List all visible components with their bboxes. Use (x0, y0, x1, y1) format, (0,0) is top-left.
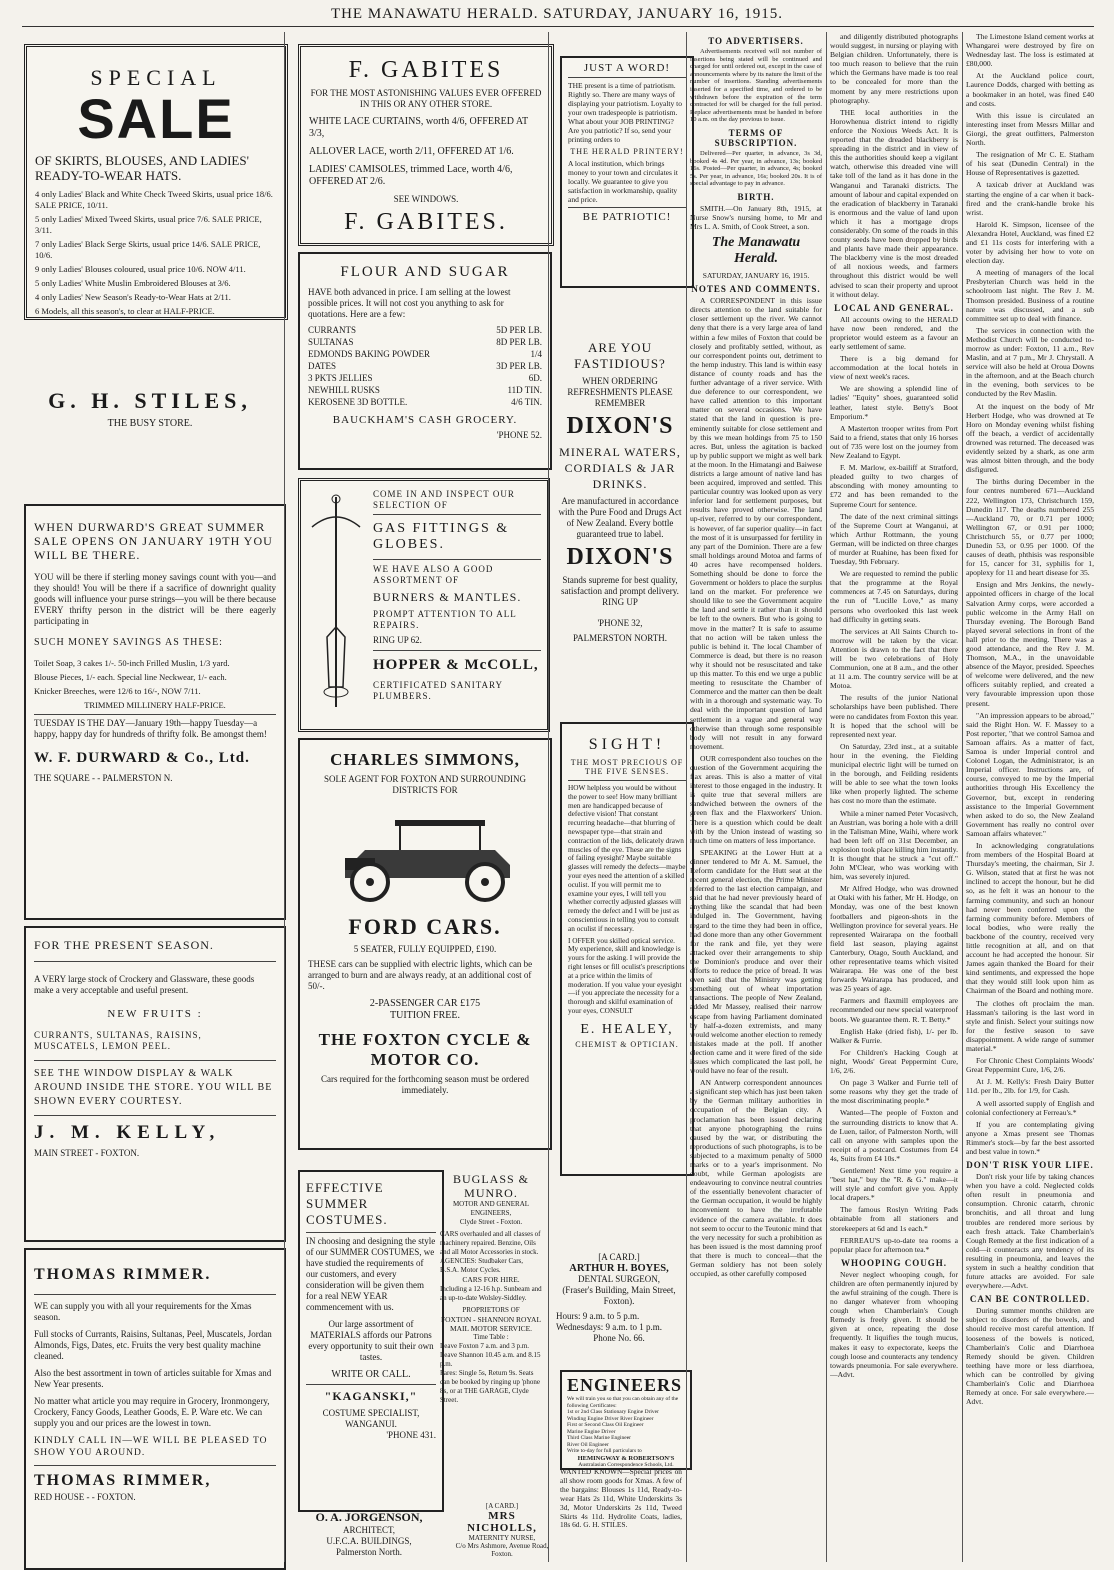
boyes-addr: (Fraser's Building, Main Street, Foxton). (562, 1285, 676, 1306)
kelly-body: A VERY large stock of Crockery and Glassware, these goods make a very acceptable and useful present. (34, 974, 255, 995)
to-advertisers-heading: TO ADVERTISERS. (708, 36, 804, 46)
engineers-line: Winding Engine Driver River Engineer (567, 1415, 654, 1422)
general-paragraphs (966, 32, 1094, 1156)
risk-text: Don't risk your life by taking chances when you have a cold. Neglected colds often result in pneumonia and consumption. Chronic catarrh, chronic bronchitis, and all throat and lung troubles are rendered more serious by each fresh attack. Take Chamberlain's Cough Remedy at the first indication of a cold—it counteracts any tendency of its resulting in pneumonia, and leaves the system in such a healthy condition that future attacks are avoided. For sale everywhere.—Advt. (966, 1172, 1094, 1291)
stiles-name: G. H. STILES, (48, 388, 252, 413)
price-value: 1/4 (530, 349, 542, 359)
controlled-text: During summer months children are subject to disorders of the bowels, and should receive most careful attention. If looseness of the bowels is noticed, Chamberlain's Colic and Diarrhoea Remedy should be given. Children teething have more or less diarrhoea, which can be controlled by giving Chamberlain's Colic and Diarrhoea Remedy at once. For sale everywhere.—Advt. (966, 1306, 1094, 1407)
engineers-lines (567, 1396, 685, 1455)
stiles-item: 4 only Ladies' New Season's Ready-to-Wear Hats at 2/11. (35, 292, 231, 302)
masthead-rule (22, 26, 1094, 27)
stiles-item: 4 only Ladies' Black and White Check Tweed Skirts, usual price 18/6. SALE PRICE, 10/11. (35, 189, 273, 210)
news-paragraph: On Saturday, 23rd inst., at a suitable hour in the evening, the Fielding municipal electric light will be turned on in the borough, and Feilding residents will be able to see what the town looks like when properly lighted. The scheme has cost no more than the estimate. (830, 741, 958, 806)
divider (373, 650, 541, 651)
dixon-sub: WHEN ORDERING REFRESHMENTS PLEASE REMEMBER (567, 376, 673, 408)
boyes-ad (556, 1252, 682, 1344)
kaganski-sub: COSTUME SPECIALIST, WANGANUI. (322, 1408, 420, 1429)
flour-name: BAUCKHAM'S CASH GROCERY. (332, 414, 518, 426)
stiles-subtitle: OF SKIRTS, BLOUSES, AND LADIES' READY-TO-WEAR HATS. (35, 153, 249, 183)
price-row (308, 324, 542, 336)
news-paragraph: Never neglect whooping cough, for children are often permanently injured by the awful straining of the cough. There is no danger whatever from whooping cough when Chamberlain's Cough Remedy is freely given. It should be given at once, repeating the dose frequently. It liquifies the tough mucus, makes it easy to expectorate, keeps the cough loose and counteracts any tendency towards pneumonia. For sale everywhere.—Advt. (830, 1269, 958, 1379)
news-paragraph: and diligently distributed photographs would suggest, in nursing or playing with Belgian children. Unfortunately, there is too much reason to believe that the ruin which the Germans have made is too real to be concealed for more than the moment by any mere restrictions upon photography. (830, 32, 958, 105)
rimmer-p4: No matter what article you may require in Grocery, Ironmongery, Crockery, Fancy Goods, Leather Goods, E. P. Ware etc. We can supply you and our prices are the lowest in town. (34, 1396, 270, 1428)
jorgenson-line: Palmerston North. (336, 1547, 402, 1557)
divider (34, 1294, 276, 1295)
subscription-text: Delivered—Per quarter, in advance, 3s 3d, booked 4s 4d. Per year, in advance, 13s; booked 16s. Posted—Per quarter, in advance, 4s; booked 5s. Per year, in advance, 16s; booked 20s. It is of special advantage to pay in advance. (690, 149, 822, 188)
justword-head: JUST A WORD! (583, 62, 671, 74)
sight-p2: I OFFER you skilled optical service. My experience, skill and knowledge is yours for the asking. I will provide the right lenses or fill oculist's prescriptions at a price within the limits of moderation. If you value your eyesight—if you appreciate the necessity for a thorough and skilful examination of your eyes, CONSULT (568, 935, 685, 1015)
summer-p2: Our large assortment of MATERIALS affords our Patrons every opportunity to suit their own tastes. (308, 1319, 434, 1362)
news-paragraph: The resignation of Mr C. E. Statham of his seat (Dunedin Central) in the House of Representatives is gazetted. (966, 150, 1094, 178)
simmons-two: 2-PASSENGER CAR £175 (369, 998, 481, 1009)
summer-write: WRITE OR CALL. (331, 1369, 411, 1380)
summer-ad (298, 1170, 444, 1512)
ford-heading: FORD CARS. (348, 914, 502, 939)
engineers-line: River Oil Engineer (567, 1441, 609, 1448)
gabites-name: F. GABITES (348, 57, 504, 83)
news-paragraph: A well assorted supply of English and colonial confectionery at Ferreau's.* (966, 1098, 1094, 1117)
dixon-phone: 'PHONE 32, (597, 618, 643, 628)
gabites-item: ALLOVER LACE, worth 2/11, OFFERED AT 1/6. (309, 146, 514, 157)
durward-note: TUESDAY IS THE DAY—January 19th—happy Tuesday—a happy, happy day for hundreds of thrifty folk. Be amongst them! (34, 718, 267, 739)
rimmer-p3: Also the best assortment in town of articles suitable for Xmas and New Year presents. (34, 1368, 272, 1389)
simmons-foot: Cars required for the forthcoming season must be ordered immediately. (321, 1074, 529, 1095)
buglass-time: Leave Foxton 7 a.m. and 3 p.m. (440, 1342, 530, 1350)
durward-ad (24, 504, 286, 920)
rimmer-name2: THOMAS RIMMER, (34, 1472, 212, 1489)
dixon-q: ARE YOU FASTIDIOUS? (574, 340, 666, 371)
news-column-general (966, 32, 1094, 1562)
price-item: NEWHILL RUSKS (308, 385, 380, 395)
price-row (308, 360, 542, 372)
engineers-head: ENGINEERS (567, 1375, 683, 1395)
flour-phone: 'PHONE 52. (496, 430, 542, 440)
justword-herald: THE HERALD PRINTERY! (570, 147, 684, 156)
summer-body: IN choosing and designing the style of our SUMMER COSTUMES, we have studied the requirements of our customers, and every consideration will be given them for a real NEW YEAR commencement with us. (306, 1236, 436, 1312)
column-rule (548, 32, 549, 1562)
news-paragraph: A CORRESPONDENT in this issue directs attention to the land suitable for closer settlement up the river. We cannot deny that there is a very large area of land within a few miles of Foxton that could be closely and profitably settled, without, as our correspondent points out, detriment to the hemp industry. This land is within easy distance of county roads and has the further advantage of a river service. With due deference to our correspondent, we have called attention to this important matter on several occasions. We have stated that the land in question is pre-eminently suitable for close settlement and by this we mean holdings from 75 to 150 acres. But, unless the agitation is backed up by public support we might as well bark at the moon. In the Himatangi and Baiwese districts a large amount of native land has been acquired, improved and settled. This particular country was looked upon as very inferior land for settlement purposes, but results have proved otherwise. The land up-river, referred to by our correspondent, is however, of far superior quality—in fact the most of it is unsurpassed for fertility in any part of the Dominion. There are a few small holdings around Motoa and farms of 40 acres have recompensed holders. Something should be done to force the Government or holders to place the surplus land on the market. For preference we should like to see the Government acquire the land and settle it rather than it should be left to the owners. But who is going to move in the matter? It is safe to assume that no action will be taken unless the public is behind it. The local Chamber of Commerce is dead, but there is no reason why it should not be resuscitated and take up this matter. To this end we urge a public meeting to resuscitate the Chamber of Commerce and the matter can then be dealt with in a thorough and systematic way. To deal with the important question of land settlement in a vague and general way otherwise than through some responsible body will not result in any forward movement. (690, 296, 822, 751)
sight-sub2: CHEMIST & OPTICIAN. (575, 1039, 679, 1049)
simmons-equip: 5 SEATER, FULLY EQUIPPED, £190. (353, 944, 497, 954)
dixon-ad (556, 340, 684, 644)
price-item: CURRANTS (308, 325, 357, 335)
hopper-ring: RING UP 62. (373, 635, 422, 645)
kelly-name: J. M. KELLY, (34, 1122, 221, 1143)
buglass-tt: Time Table : (473, 1333, 509, 1341)
hopper-line: WE HAVE ALSO A GOOD ASSORTMENT OF (373, 564, 494, 585)
engineers-name: HEMINGWAY & ROBERTSON'S (577, 1454, 675, 1462)
buglass-ad (440, 1172, 542, 1492)
risk-heading: DON'T RISK YOUR LIFE. (966, 1160, 1094, 1171)
dixon-name: DIXON'S (566, 413, 674, 439)
news-paragraph: A Masterton trooper writes from Port Said to a friend, states that only 16 horses out of 735 were lost on the journey from New Zealand to Egypt. (830, 423, 958, 461)
price-item: KEROSENE 3D BOTTLE. (308, 397, 408, 407)
simmons-body: THESE cars can be supplied with electric lights, which can be arranged to burn and are always ready, at an additional cost of 50/-. (308, 959, 533, 991)
news-paragraph: The births during December in the four centres numbered 671—Auckland 222, Wellington 173, Christchurch 159, Dunedin 117. The deaths numbered 255—Auckland 70, or 0.71 per 1000; Wellington 67, or 0.91 per 1000; Christchurch 55, or 0.77 per 1000; Dunedin 53, or 0.95 per 1000. Of the causes of death, phthisis was responsible for 15, cancer for 31, syphilis for 1, apoplexy for 11 and heart disease for 35. (966, 477, 1094, 578)
engineers-ad (560, 1370, 692, 1470)
price-row (308, 372, 542, 384)
buglass-prop: PROPRIETORS OF (462, 1306, 520, 1314)
gas-lamp-icon (307, 487, 365, 717)
hopper-line: COME IN AND INSPECT OUR SELECTION OF (373, 489, 515, 510)
birth-heading: BIRTH. (737, 191, 775, 202)
rimmer-p2: Full stocks of Currants, Raisins, Sultanas, Peel, Muscatels, Jordan Almonds, Figs, Dates, etc. Fruits the very best quality machine cleaned. (34, 1329, 272, 1361)
nicholls-card-label: [A CARD.] (485, 1502, 519, 1510)
news-column-notes (690, 32, 822, 1562)
boyes-card-label: [A CARD.] (598, 1252, 640, 1262)
local-paragraphs (830, 315, 958, 1254)
buglass-name: BUGLASS & MUNRO. (452, 1172, 529, 1200)
sight-name: E. HEALEY, (580, 1021, 674, 1037)
paper-date: SATURDAY, JANUARY 16, 1915. (702, 271, 810, 281)
news-paragraph: English Hake (dried fish), 1/- per lb. Walker & Furrie. (830, 1026, 958, 1045)
dixon-addr: PALMERSTON NORTH. (573, 633, 667, 643)
special-heading: SPECIAL (90, 65, 222, 90)
gabites-item: LADIES' CAMISOLES, trimmed Lace, worth 4/6, OFFERED AT 2/6. (309, 164, 513, 187)
price-item: DATES (308, 361, 337, 371)
sight-body: HOW helpless you would be without the power to see! How many brilliant men are handicapped because of defective vision! That constant recurring headache—that blurring of newspaper type—that strain and contraction of the lids, delicately drawn muscles of the eye. These are the signs of failing eyesight? Maybe suitable glasses will remedy the defects—maybe your eyes need the attention of a skilled oculist. If you will permit me to examine your eyes, I will tell you whether correctly adjusted glasses will remedy the defect and I will be just as conscientious in telling you to consult an oculist if necessary. (568, 783, 686, 933)
news-paragraph: FERREAU'S up-to-date tea rooms a popular place for afternoon tea.* (830, 1235, 958, 1254)
summer-head: EFFECTIVE SUMMER COSTUMES. (306, 1180, 388, 1227)
stiles-item: 5 only Ladies' White Muslin Embroidered Blouses at 3/6. (35, 278, 231, 288)
dixon-body2: Stands supreme for best quality, satisfaction and prompt delivery. RING UP (561, 575, 679, 607)
column-rule (284, 32, 285, 1562)
divider (34, 714, 276, 715)
buglass-sub: MOTOR AND GENERAL ENGINEERS, (452, 1200, 530, 1217)
flour-body: HAVE both advanced in price. I am selling at the lowest possible prices. It will not cost you anything to ask for quotations. Here are a few: (308, 287, 511, 319)
simmons-sub: SOLE AGENT FOR FOXTON AND SURROUNDING DISTRICTS FOR (324, 774, 526, 795)
hopper-name: HOPPER & McCOLL, (373, 657, 539, 673)
news-paragraph: On page 3 Walker and Furrie tell of some reasons why they get the trade of the most discriminating people.* (830, 1078, 958, 1106)
divider (306, 1232, 436, 1233)
stiles-item: 7 only Ladies' Black Serge Skirts, usual price 14/6. SALE PRICE, 10/6. (35, 239, 261, 260)
kelly-head: FOR THE PRESENT SEASON. (34, 938, 214, 952)
hopper-line: PROMPT ATTENTION TO ALL REPAIRS. (373, 609, 517, 630)
rimmer-kindly: KINDLY CALL IN—WE WILL BE PLEASED TO SHOW YOU AROUND. (34, 1436, 268, 1458)
simmons-free: TUITION FREE. (390, 1010, 460, 1021)
buglass-addr: Clyde Street - Foxton. (459, 1218, 523, 1226)
durward-addr: THE SQUARE - - PALMERSTON N. (34, 773, 173, 783)
news-paragraph: While a miner named Peter Vocasivch, an Austrian, was boring a hole with a drill in the Talisman Mine, Waihi, where work had been left off on 31st December, an explosion took place killing him instantly. It is thought that he struck a "cut off." John M'Clear, who was working with him, was severely injured. (830, 808, 958, 882)
dixon-name2: DIXON'S (566, 544, 674, 570)
justword-foot: BE PATRIOTIC! (582, 211, 672, 223)
stiles-item: 9 only Ladies' Blouses coloured, usual price 10/6. NOW 4/11. (35, 264, 246, 274)
nicholls-sub: MATERNITY NURSE, (468, 1534, 536, 1542)
price-value: 5D PER LB. (496, 325, 542, 335)
gabites-see: SEE WINDOWS. (393, 194, 459, 204)
news-paragraph: The services at All Saints Church to-morrow will be taken by the vicar. Attention is drawn to the fact that there will be two celebrations of Holy Communion, one at 8 a.m., and the other at 11 a.m. The country service will be at Motoa. (830, 626, 958, 691)
kelly-ad (24, 926, 286, 1242)
flour-ad (298, 252, 552, 470)
price-item: 3 PKTS JELLIES (308, 373, 373, 383)
divider (34, 1060, 276, 1061)
news-paragraph: For Children's Hacking Cough at night, Woods' Great Peppermint Cure, 1/6, 2/6. (830, 1047, 958, 1076)
buglass-mail: FOXTON - SHANNON ROYAL MAIL MOTOR SERVICE. (440, 1315, 542, 1333)
durward-name: W. F. DURWARD & Co., Ltd. (34, 750, 250, 766)
price-item: SULTANAS (308, 337, 354, 347)
kelly-fruits: NEW FRUITS : (107, 1008, 203, 1020)
justword-ad (560, 56, 694, 288)
buglass-agencies: AGENCIES: Studbaker Cars, B.S.A. Motor Cycles. (440, 1257, 524, 1274)
stiles-name-block (30, 388, 270, 429)
boyes-name: ARTHUR H. BOYES, (569, 1263, 669, 1274)
buglass-p2: Including a 12-16 h.p. Sunbeam and an up-to-date Wolsley-Siddley. (440, 1285, 542, 1302)
news-paragraph: For Chronic Chest Complaints Woods' Great Peppermint Cure, 1/6, 2/6. (966, 1056, 1094, 1075)
durward-item: Blouse Pieces, 1/- each. Special line Neckwear, 1/- each. (34, 672, 227, 682)
stiles-tag: THE BUSY STORE. (107, 418, 193, 429)
jorgenson-line: ARCHITECT, (342, 1525, 396, 1535)
price-item: EDMONDS BAKING POWDER (308, 349, 431, 359)
kelly-see: SEE THE WINDOW DISPLAY & WALK AROUND INSIDE THE STORE. YOU WILL BE SHOWN EVERY COURTESY. (34, 1068, 273, 1107)
hopper-ad (298, 478, 550, 732)
sale-heading: SALE (77, 87, 235, 150)
durward-item: TRIMMED MILLINERY HALF-PRICE. (84, 700, 226, 710)
news-paragraph: Farmers and flaxmill employees are recommended our new special waterproof boots. We guarantee them. R. T. Betty.* (830, 996, 958, 1024)
paper-title: The Manawatu Herald. (711, 235, 801, 267)
news-paragraph: If you are contemplating giving anyone a Xmas present see Thomas Rimmer's stock—by far the best assorted and best value in town.* (966, 1119, 1094, 1156)
boyes-hours: Hours: 9 a.m. to 5 p.m. Wednesdays: 9 a.m. to 1 p.m. (556, 1311, 663, 1332)
buglass-fares: Fares: Single 5s, Return 9s. Seats can be booked by ringing up 'phone 8s, or at THE GARAGE, Clyde Street. (440, 1369, 541, 1404)
durward-item: Toilet Soap, 3 cakes 1/-. 50-inch Frilled Muslin, 1/3 yard. (34, 658, 230, 668)
news-paragraph: In acknowledging congratulations from members of the Hospital Board at Thursday's meeting, the chairman, Sir J. G. Wilson, stated that at first he was not inclined to accept the honour, but he did so, as he felt it was an honour to the farming community, and such an honour had never been conferred upon the farming community before. Members of local bodies, who were really the backbone of the country, received very little recognition at all, and on that account he had accepted the honour. Sir James again thanked the Board for their kind sentiments, and expressed the hope that they would still look upon him as Chairman of the Board and nothing more. (966, 840, 1094, 996)
price-value: 11D TIN. (507, 385, 542, 395)
boyes-sub: DENTAL SURGEON, (578, 1274, 660, 1284)
divider (306, 1384, 436, 1385)
local-heading: LOCAL AND GENERAL. (834, 302, 954, 313)
engineers-line: Write to-day for full particulars to (567, 1448, 642, 1454)
simmons-name: CHARLES SIMMONS, (330, 750, 520, 769)
divider (373, 514, 541, 515)
durward-head: WHEN DURWARD'S GREAT SUMMER SALE OPENS ON JANUARY 19TH YOU WILL BE THERE. (34, 520, 273, 562)
news-paragraph: "An impression appears to be abroad," said the Right Hon. W. F. Massey to a Post reporter, "that we control Samoa and Samoan affairs. As a matter of fact, Samoa is under Imperial control and Colonel Logan, the Administrator, is an Imperial officer. Instructions are, of course, conveyed to me by the Imperial authorities through His Excellency the Governor, but, except in rendering assistance to the Imperial Government when asked to do so, the New Zealand Government has really no control over Samoan affairs whatever." (966, 710, 1094, 838)
news-paragraph: Wanted—The people of Foxton and the surrounding districts to know that A. de Luen, tailor, of Palmerston North, will call on anyone with samples upon the receipt of a postcard. Costumes from £4 4s, Suits from £4 10s.* (830, 1108, 958, 1163)
gabites-name2: F. GABITES. (344, 209, 508, 235)
rimmer-ad (24, 1248, 286, 1570)
buglass-body: CARS overhauled and all classes of machinery repaired. Benzine, Oils and all Motor Accessories in stock. (440, 1230, 541, 1256)
sight-sub: THE MOST PRECIOUS OF THE FIVE SENSES. (570, 758, 684, 776)
gabites-ad (298, 44, 554, 246)
news-paragraph: The famous Roslyn Writing Pads obtainable from all stationers and storekeepers at 6d and 1s each.* (830, 1205, 958, 1233)
boyes-phone: Phone No. 66. (593, 1333, 645, 1343)
news-paragraph: Gentlemen! Next time you require a "best hat," buy the "R. & G." make—it will style and comfort give you. Apply local drapers.* (830, 1165, 958, 1203)
price-value: 6D. (528, 373, 542, 383)
news-column-local (830, 32, 958, 1562)
birth-notice: SMITH.—On January 8th, 1915, at Nurse Snow's nursing home, to Mr and Mrs L. A. Smith, of Cook Street, a son. (690, 203, 822, 232)
news-paragraph: There is a big demand for accommodation at the local hotels in view of next week's races. (830, 354, 958, 382)
price-value: 4/6 TIN. (511, 397, 542, 407)
news-paragraph: A taxicab driver at Auckland was starting the engine of a car when it back-fired and the crank-handle broke his wrist. (966, 180, 1094, 217)
engineers-line: Third Class Marine Engineer (567, 1435, 631, 1441)
news-paragraph: F. M. Marlow, ex-bailiff at Stratford, pleaded guilty to two charges of absconding with money amounting to £72 and has been remanded to the Supreme Court for sentence. (830, 463, 958, 509)
kelly-fruit-line: CURRANTS, SULTANAS, RAISINS, (34, 1030, 202, 1040)
sight-head: SIGHT! (588, 736, 666, 753)
ford-car-illustration (325, 800, 525, 910)
engineers-line: 1st or 2nd Class Stationary Engine Driver (567, 1409, 659, 1415)
durward-sub: SUCH MONEY SAVINGS AS THESE: (34, 637, 223, 648)
subscription-heading: TERMS OF SUBSCRIPTION. (714, 127, 798, 148)
rimmer-addr: RED HOUSE - - FOXTON. (34, 1492, 136, 1502)
kelly-fruit-line: MUSCATELS, LEMON PEEL. (34, 1041, 172, 1051)
notes-heading: NOTES AND COMMENTS. (691, 284, 821, 295)
price-value: 8D PER LB. (496, 337, 542, 347)
hopper-gas: GAS FITTINGS & GLOBES. (373, 521, 510, 552)
divider (568, 77, 686, 78)
gabites-item: WHITE LACE CURTAINS, worth 4/6, OFFERED AT 3/3, (309, 116, 528, 139)
wanted-ad: WANTED KNOWN—Special prices on all show room goods for Xmas. A few of the bargains: Blouses 1s 11d, Ready-to-wear Hats 2s 11d, White Underskirts 3s 3d, Motor Underskirts 2s 11d, Tweed Skirts 4s 11d. Hydrolite Coats, ladies, 18s 6d. G. H. STILES. (560, 1467, 682, 1530)
stiles-item: 6 Models, all this season's, to clear at HALF-PRICE. (35, 306, 215, 316)
column-rule (962, 32, 963, 1562)
durward-item: Knicker Breeches, were 12/6 to 16/-, NOW 7/11. (34, 686, 201, 696)
news-paragraph: The date of the next criminal sittings of the Supreme Court at Wanganui, at which Arthur Rottmann, the young German, will be indicted on three charges of murder at Ruahine, has been fixed for Tuesday, 9th February. (830, 511, 958, 567)
dixon-body: Are manufactured in accordance with the Pure Food and Drugs Act of New Zealand. Every bottle guaranteed true to label. (558, 496, 682, 539)
stiles-ad (24, 44, 288, 320)
divider (34, 1115, 276, 1116)
gabites-sub: FOR THE MOST ASTONISHING VALUES EVER OFFERED IN THIS OR ANY OTHER STORE. (310, 88, 542, 109)
hopper-burners: BURNERS & MANTLES. (373, 590, 522, 604)
durward-body: YOU will be there if sterling money savings count with you—and they should! You will be there if a sacrifice of downright quality goods will influence your purse strings—you will be there because EVERY thrifty person in the district will be there eagerly participating in (34, 572, 276, 626)
price-list (308, 324, 542, 408)
news-paragraph: Harold K. Simpson, licensee of the Alexandra Hotel, Auckland, was fined £2 and £1 11s costs for interfering with a voter by advising her how to vote on election day. (966, 219, 1094, 266)
whooping-heading: WHOOPING COUGH. (840, 1257, 947, 1268)
local-paragraphs-top (830, 32, 958, 299)
divider (373, 559, 541, 560)
flour-head: FLOUR AND SUGAR (340, 264, 510, 280)
jorgenson-line: U.F.C.A. BUILDINGS, (326, 1536, 412, 1546)
news-paragraph: At the Auckland police court, Laurence Dodds, charged with betting as a bookmaker in an hotel, was fined £40 and costs. (966, 71, 1094, 108)
nicholls-name: MRS NICHOLLS, (467, 1510, 537, 1534)
to-advertisers-text: Advertisements received will not number of insertions being stated will be continued and charged for until ordered out, except in the case of announcements where by its nature the limit of the number of insertions. Standing advertisements inserted for a specified time, and ordered to be withdrawn before the expiration of the term contracted for will be charged for the full period. Replace advertisements must be handed in before 10 a.m. on the day previous to issue. (690, 48, 822, 124)
whooping-paragraphs (830, 1270, 958, 1379)
news-paragraph: We are requested to remind the public that the programme at the Royal commences at 7.45 on Saturdays, during the run of "Lucille Love," as many persons who overlooked this last week had difficulty in getting seats. (830, 569, 958, 624)
sight-ad (560, 722, 694, 1176)
price-row (308, 348, 542, 360)
price-value: 3D PER LB. (496, 361, 542, 371)
news-paragraph: The services in connection with the Methodist Church will be conducted to-morrow as under: Foxton, 11 a.m., Rev Maslin, and at 7 p.m., Mr J. Chrystall. A service will also be held at Oroua Downs in the afternoon, and at the Beach church in the evening, both services to be conducted by the Rev Maslin. (966, 325, 1094, 399)
jorgenson-name: O. A. JORGENSON, (315, 1510, 423, 1524)
news-paragraph: The clothes oft proclaim the man. Hassman's tailoring is the last word in style and finish. Select your suitings now for the festive season to save disappointment. A wide range of summer material.* (966, 998, 1094, 1054)
stiles-item: 5 only Ladies' Mixed Tweed Skirts, usual price 7/6. SALE PRICE, 3/11. (35, 214, 262, 235)
masthead: THE MANAWATU HERALD. SATURDAY, JANUARY 16, 1915. (330, 6, 784, 22)
engineers-line: We will train you so that you can obtain any of the following Certificates: (567, 1396, 679, 1409)
kaganski-name: "KAGANSKI," (324, 1389, 418, 1403)
news-paragraph: AN Antwerp correspondent announces a significant step which has just been taken by the German military authorities in occupation of the Belgian city. A proclamation has been issued declaring that anyone photographing the ruins caused by the war, or distributing the reproductions of such photographs, is to be subjected to a maximum penalty of 5000 marks or to a year's imprisonment. No doubt, while German apologists are endeavouring to convince neutral countries of the essentially benevolent character of the German occupation, it would be highly inconvenient to have the irrefutable evidence of the camera available. It does not seem to occur to the Teutonic mind that the very necessity for such a prohibition as has been issued is the most damning proof that there is much to conceal—that the German soldiery has not been solely occupied, as other carefully composed (690, 1078, 822, 1279)
price-row (308, 336, 542, 348)
simmons-co: THE FOXTON CYCLE & MOTOR CO. (318, 1030, 532, 1069)
nicholls-card (452, 1502, 552, 1558)
nicholls-addr: C/o Mrs Ashmore, Avenue Road, Foxton. (455, 1542, 549, 1558)
justword-body: THE present is a time of patriotism. Rightly so. There are many ways of displaying your patriotism. Loyalty to your own tradespeople is patriotism. What about your JOB PRINTING? Are you patriotic? If so, send your printing orders to (568, 81, 682, 144)
price-row (308, 396, 542, 408)
buglass-hire: CARS FOR HIRE. (462, 1275, 520, 1284)
jorgenson-card (298, 1510, 440, 1558)
news-paragraph: All accounts owing to the HERALD have now been rendered, and the proprietor would esteem as a favour an early settlement of same. (830, 314, 958, 351)
kaganski-phone: 'PHONE 431. (386, 1430, 436, 1440)
news-paragraph: At J. M. Kelly's: Fresh Dairy Butter 11d. per lb., 2lb. for 1/9, for Cash. (966, 1077, 1094, 1096)
engineers-line: First or Second Class Oil Engineer (567, 1422, 644, 1428)
divider (34, 1465, 276, 1466)
notes-paragraphs (690, 296, 822, 1278)
controlled-heading: CAN BE CONTROLLED. (969, 1294, 1091, 1305)
dixon-l2: MINERAL WATERS, CORDIALS & JAR DRINKS. (559, 445, 681, 491)
news-paragraph: THE local authorities in the Horowhenua district intend to rigidly enforce the Noxious Weeds Act. It is reported that the dreaded blackberry is spreading in the district and in view of this the authorities should keep a vigilant watch, otherwise this dreaded vine will take toll of the land as it has done in the Wanganui and Taranaki districts. The amount of labour and capital expended on the eradication of blackberry in Taranaki is enormous and the value of land upon which it has a mortgage drops considerably. On some of the roads in this county seeds have been dropped by birds and plants have made their appearance. The blackberry vine is the most dreaded of all noxious weeds, and farmers throughout this district would be well advised to scan their property and uproot it without delay. (830, 107, 958, 299)
divider (568, 207, 686, 208)
news-paragraph: Ensign and Mrs Jenkins, the newly-appointed officers in charge of the local Salvation Army corps, were accorded a public welcome in the Army Hall on Thursday evening. The Borough Band played several selections in front of the hall prior to the meeting. There was a good attendance, and the Rev J. M. Thomson, M.A., in the unavoidable absence of the Mayor, presided. Speeches of welcome were delivered, and the new officers suitably replied, and created a very favourable impression upon those present. (966, 580, 1094, 708)
hopper-sub: CERTIFICATED SANITARY PLUMBERS. (373, 680, 503, 701)
news-paragraph: Mr Alfred Hodge, who was drowned at Otaki with his father, Mr H. Hodge, on Monday, was one of the best known footballers and pigeon-shots in the Wellington province for several years. He represented Wairarapa on the football field last season, playing against Canterbury, Otago, South Auckland, and other representative teams which visited Wairarapa. He was one of the best forwards Wairarapa has produced, and was 25 years of age. (830, 884, 958, 994)
price-row (308, 384, 542, 396)
news-paragraph: The Limestone Island cement works at Whangarei were destroyed by fire on Wednesday last. The loss is estimated at £80,000. (966, 32, 1094, 69)
news-paragraph: OUR correspondent also touches on the question of the Government acquiring the flax areas. This is also a matter of vital interest to those engaged in the industry. It is quite true that several millers are sandwiched between the owners of the green flax and the Flaxworkers' Union. There is a question which could be dealt with by the Union instead of wasting so much time on matters of less importance. (690, 753, 822, 845)
rimmer-body: WE can supply you with all your requirements for the Xmas season. (34, 1301, 252, 1322)
divider (568, 780, 686, 781)
divider (34, 961, 276, 962)
news-paragraph: A meeting of managers of the local Presbyterian Church was held in the schoolroom last night. The Rev J. M. Thomson presided. Business of a routine nature was discussed, and a sub committee set up to deal with finance. (966, 268, 1094, 323)
news-paragraph: SPEAKING at the Lower Hutt at a dinner tendered to Mr A. M. Samuel, the Reform candidate for the Hutt seat at the recent general election, the Prime Minister referred to the last election campaign, and said that he had never previously heard of anything like the scandal that had been indulged in. The Government, having regard to the time they had been in office, had done more than any other Government for the rank and file, yet they were attacked over their arrangements to ship the Dominion's produce and over their efforts to reduce the price of bread. It was even said that the Ministry was getting something out of wheat importation transactions. The people of New Zealand, added Mr Massey, realised their narrow escape from having Parliament dominated by half-a-dozen extremists, and many would welcome another election to remedy mistakes made at the poll. If another election came and it were fired of the side issues which complicated the last poll, he would have no fear of the result. (690, 847, 822, 1076)
engineers-line: Marine Engine Driver (567, 1428, 616, 1435)
news-paragraph: At the inquest on the body of Mr Herbert Hodge, who was drowned at Te Horo on Monday evening whilst fishing off the beach, a verdict of accidentally drowned was returned. The deceased was evidently seized by a shark, as one arm was almost bitten through, and the body disfigured. (966, 401, 1094, 475)
engineers-sub: Australasian Correspondence Schools, Ltd. (578, 1461, 674, 1468)
news-paragraph: We are showing a splendid line of ladies' "Equity" shoes, guaranteed solid leather, latest style. Betty's Boot Emporium.* (830, 384, 958, 421)
buglass-time: Leave Shannon 10.45 a.m. and 8.15 p.m. (440, 1351, 541, 1368)
justword-p2: A local institution, which brings money to your town and circulates it locally. We guarantee to give you satisfaction in workmanship, quality and price. (568, 159, 678, 204)
news-paragraph: With this issue is circulated an interesting inset from Messrs Millar and Giorgi, the great outfitters, Palmerston North. (966, 110, 1094, 148)
simmons-ad (298, 738, 552, 1150)
column-rule (826, 32, 827, 1562)
news-paragraph: The results of the junior National scholarships have been published. There were no candidates from Foxton this year. It is hoped that the school will be represented next year. (830, 693, 958, 739)
column-rule (686, 32, 687, 1562)
rimmer-name: THOMAS RIMMER. (34, 1266, 212, 1283)
kelly-addr: MAIN STREET - FOXTON. (34, 1148, 140, 1158)
